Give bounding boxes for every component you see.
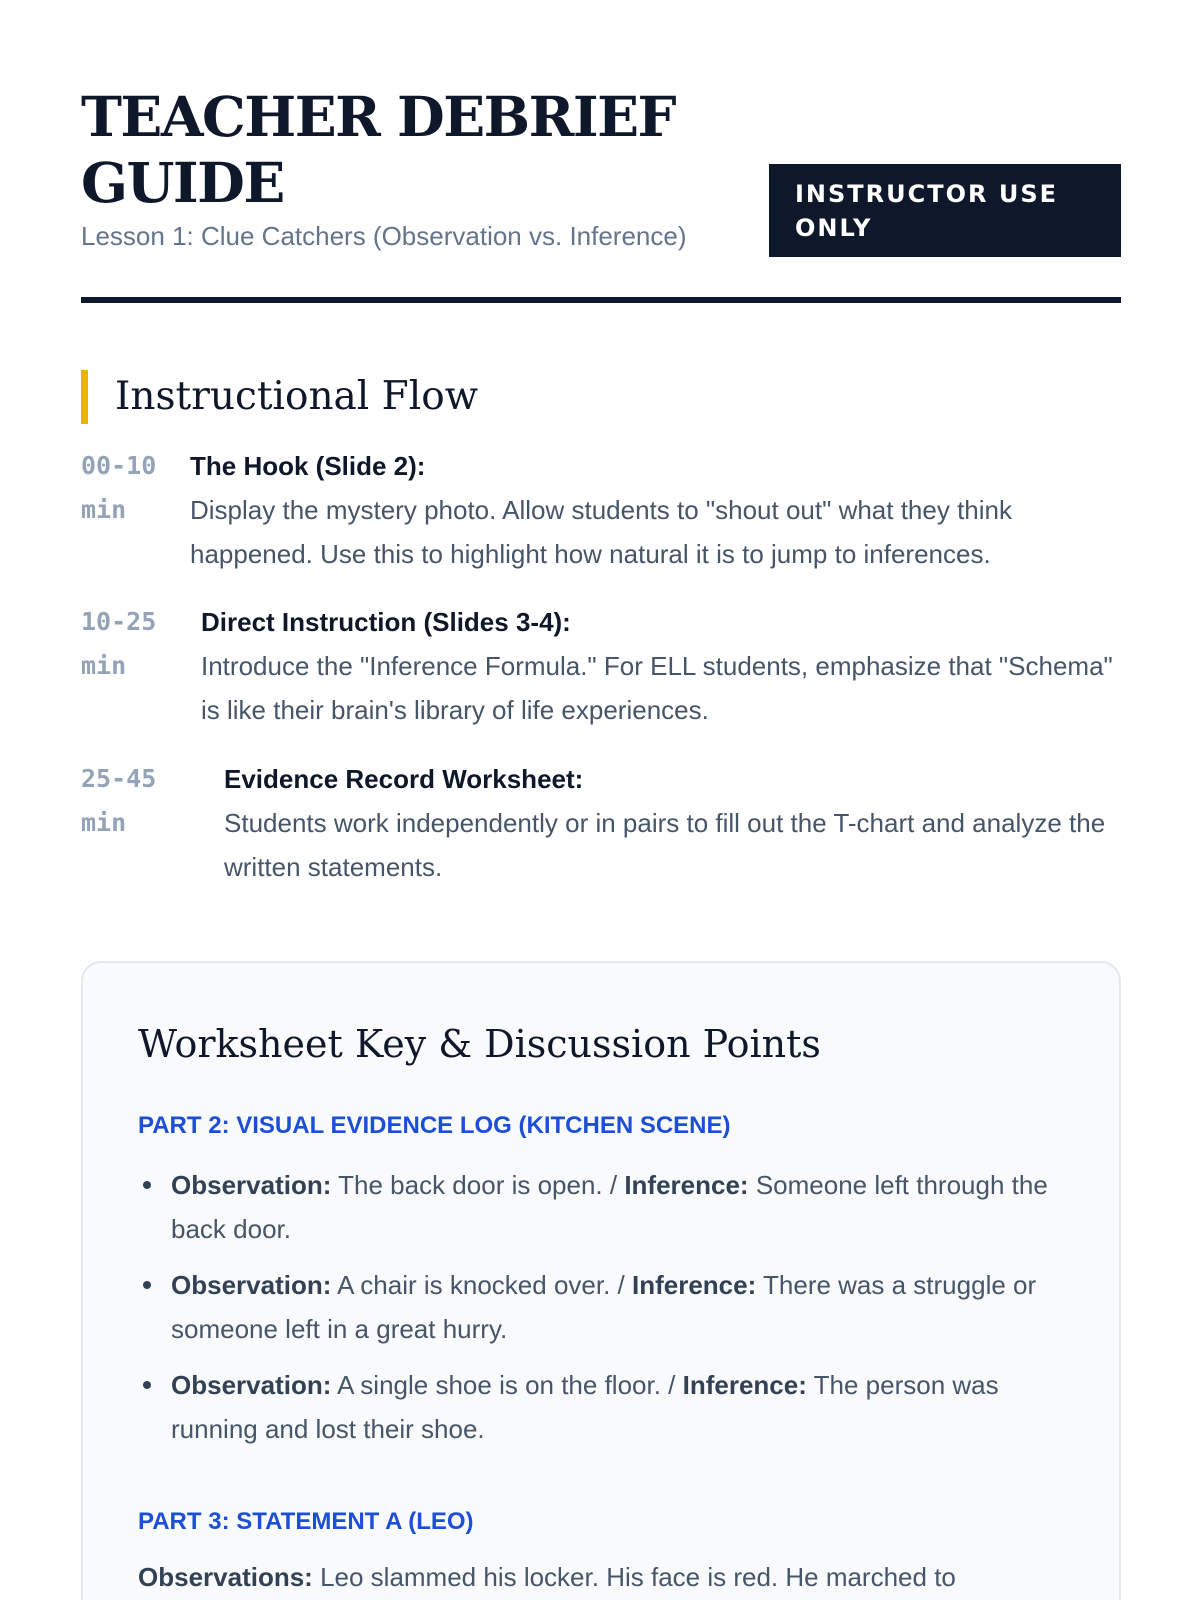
flow-title: Evidence Record Worksheet: — [224, 764, 584, 794]
bullet-icon — [143, 1281, 151, 1289]
observations-text: Leo slammed his locker. His face is red. He marched to — [320, 1562, 956, 1592]
header-divider — [81, 297, 1121, 303]
part-2-list — [138, 1163, 1068, 1463]
flow-text: Display the mystery photo. Allow students to "shout out" what they think happened. Use this to highlight how natural it is to jump to inferences. — [190, 495, 1012, 569]
inference-label: Inference: — [624, 1170, 749, 1200]
flow-time: 10-25 min — [81, 607, 157, 680]
flow-text: Students work independently or in pairs to fill out the T-chart and analyze the written statements. — [224, 808, 1106, 882]
worksheet-key-card — [81, 961, 1121, 1600]
observation-text: The back door is open. / — [338, 1170, 625, 1200]
list-item — [138, 1163, 1068, 1251]
flow-title: The Hook (Slide 2): — [190, 451, 426, 481]
flow-body — [201, 600, 1121, 732]
list-item — [138, 1363, 1068, 1451]
statement-a-observations — [138, 1555, 1068, 1599]
observation-label: Observation: — [171, 1170, 332, 1200]
list-item — [138, 1263, 1068, 1351]
bullet-icon — [143, 1381, 151, 1389]
inference-text: There was a struggle or someone left in a great hurry. — [171, 1270, 1037, 1344]
part-3-label: PART 3: STATEMENT A (LEO) — [138, 1508, 474, 1535]
part-2-label: PART 2: VISUAL EVIDENCE LOG (KITCHEN SCENE) — [138, 1112, 731, 1139]
instructor-badge: INSTRUCTOR USE ONLY — [769, 164, 1121, 257]
flow-body — [190, 444, 1121, 576]
debrief-page — [81, 0, 1121, 1592]
inference-text: The person was running and lost their shoe. — [171, 1370, 999, 1444]
inference-label: Inference: — [682, 1370, 807, 1400]
observations-label: Observations: — [138, 1562, 313, 1592]
page-title: TEACHER DEBRIEF GUIDE — [81, 84, 676, 215]
inference-text: Someone left through the back door. — [171, 1170, 1048, 1244]
observation-label: Observation: — [171, 1270, 332, 1300]
flow-text: Introduce the "Inference Formula." For ELL students, emphasize that "Schema" is like their brain's library of life experiences. — [201, 651, 1113, 725]
page-header — [81, 0, 1121, 304]
flow-time: 25-45 min — [81, 764, 157, 837]
instructional-flow-heading: Instructional Flow — [81, 370, 478, 424]
observation-text: A single shoe is on the floor. / — [337, 1370, 683, 1400]
worksheet-key-title: Worksheet Key & Discussion Points — [138, 1022, 821, 1066]
flow-body — [224, 757, 1121, 889]
inference-label: Inference: — [631, 1270, 757, 1300]
bullet-icon — [143, 1181, 151, 1189]
lesson-subtitle: Lesson 1: Clue Catchers (Observation vs. Inference) — [81, 221, 687, 251]
observation-text: A chair is knocked over. / — [337, 1270, 632, 1300]
flow-title: Direct Instruction (Slides 3-4): — [201, 607, 571, 637]
flow-time: 00-10 min — [81, 451, 157, 524]
observation-label: Observation: — [171, 1370, 332, 1400]
